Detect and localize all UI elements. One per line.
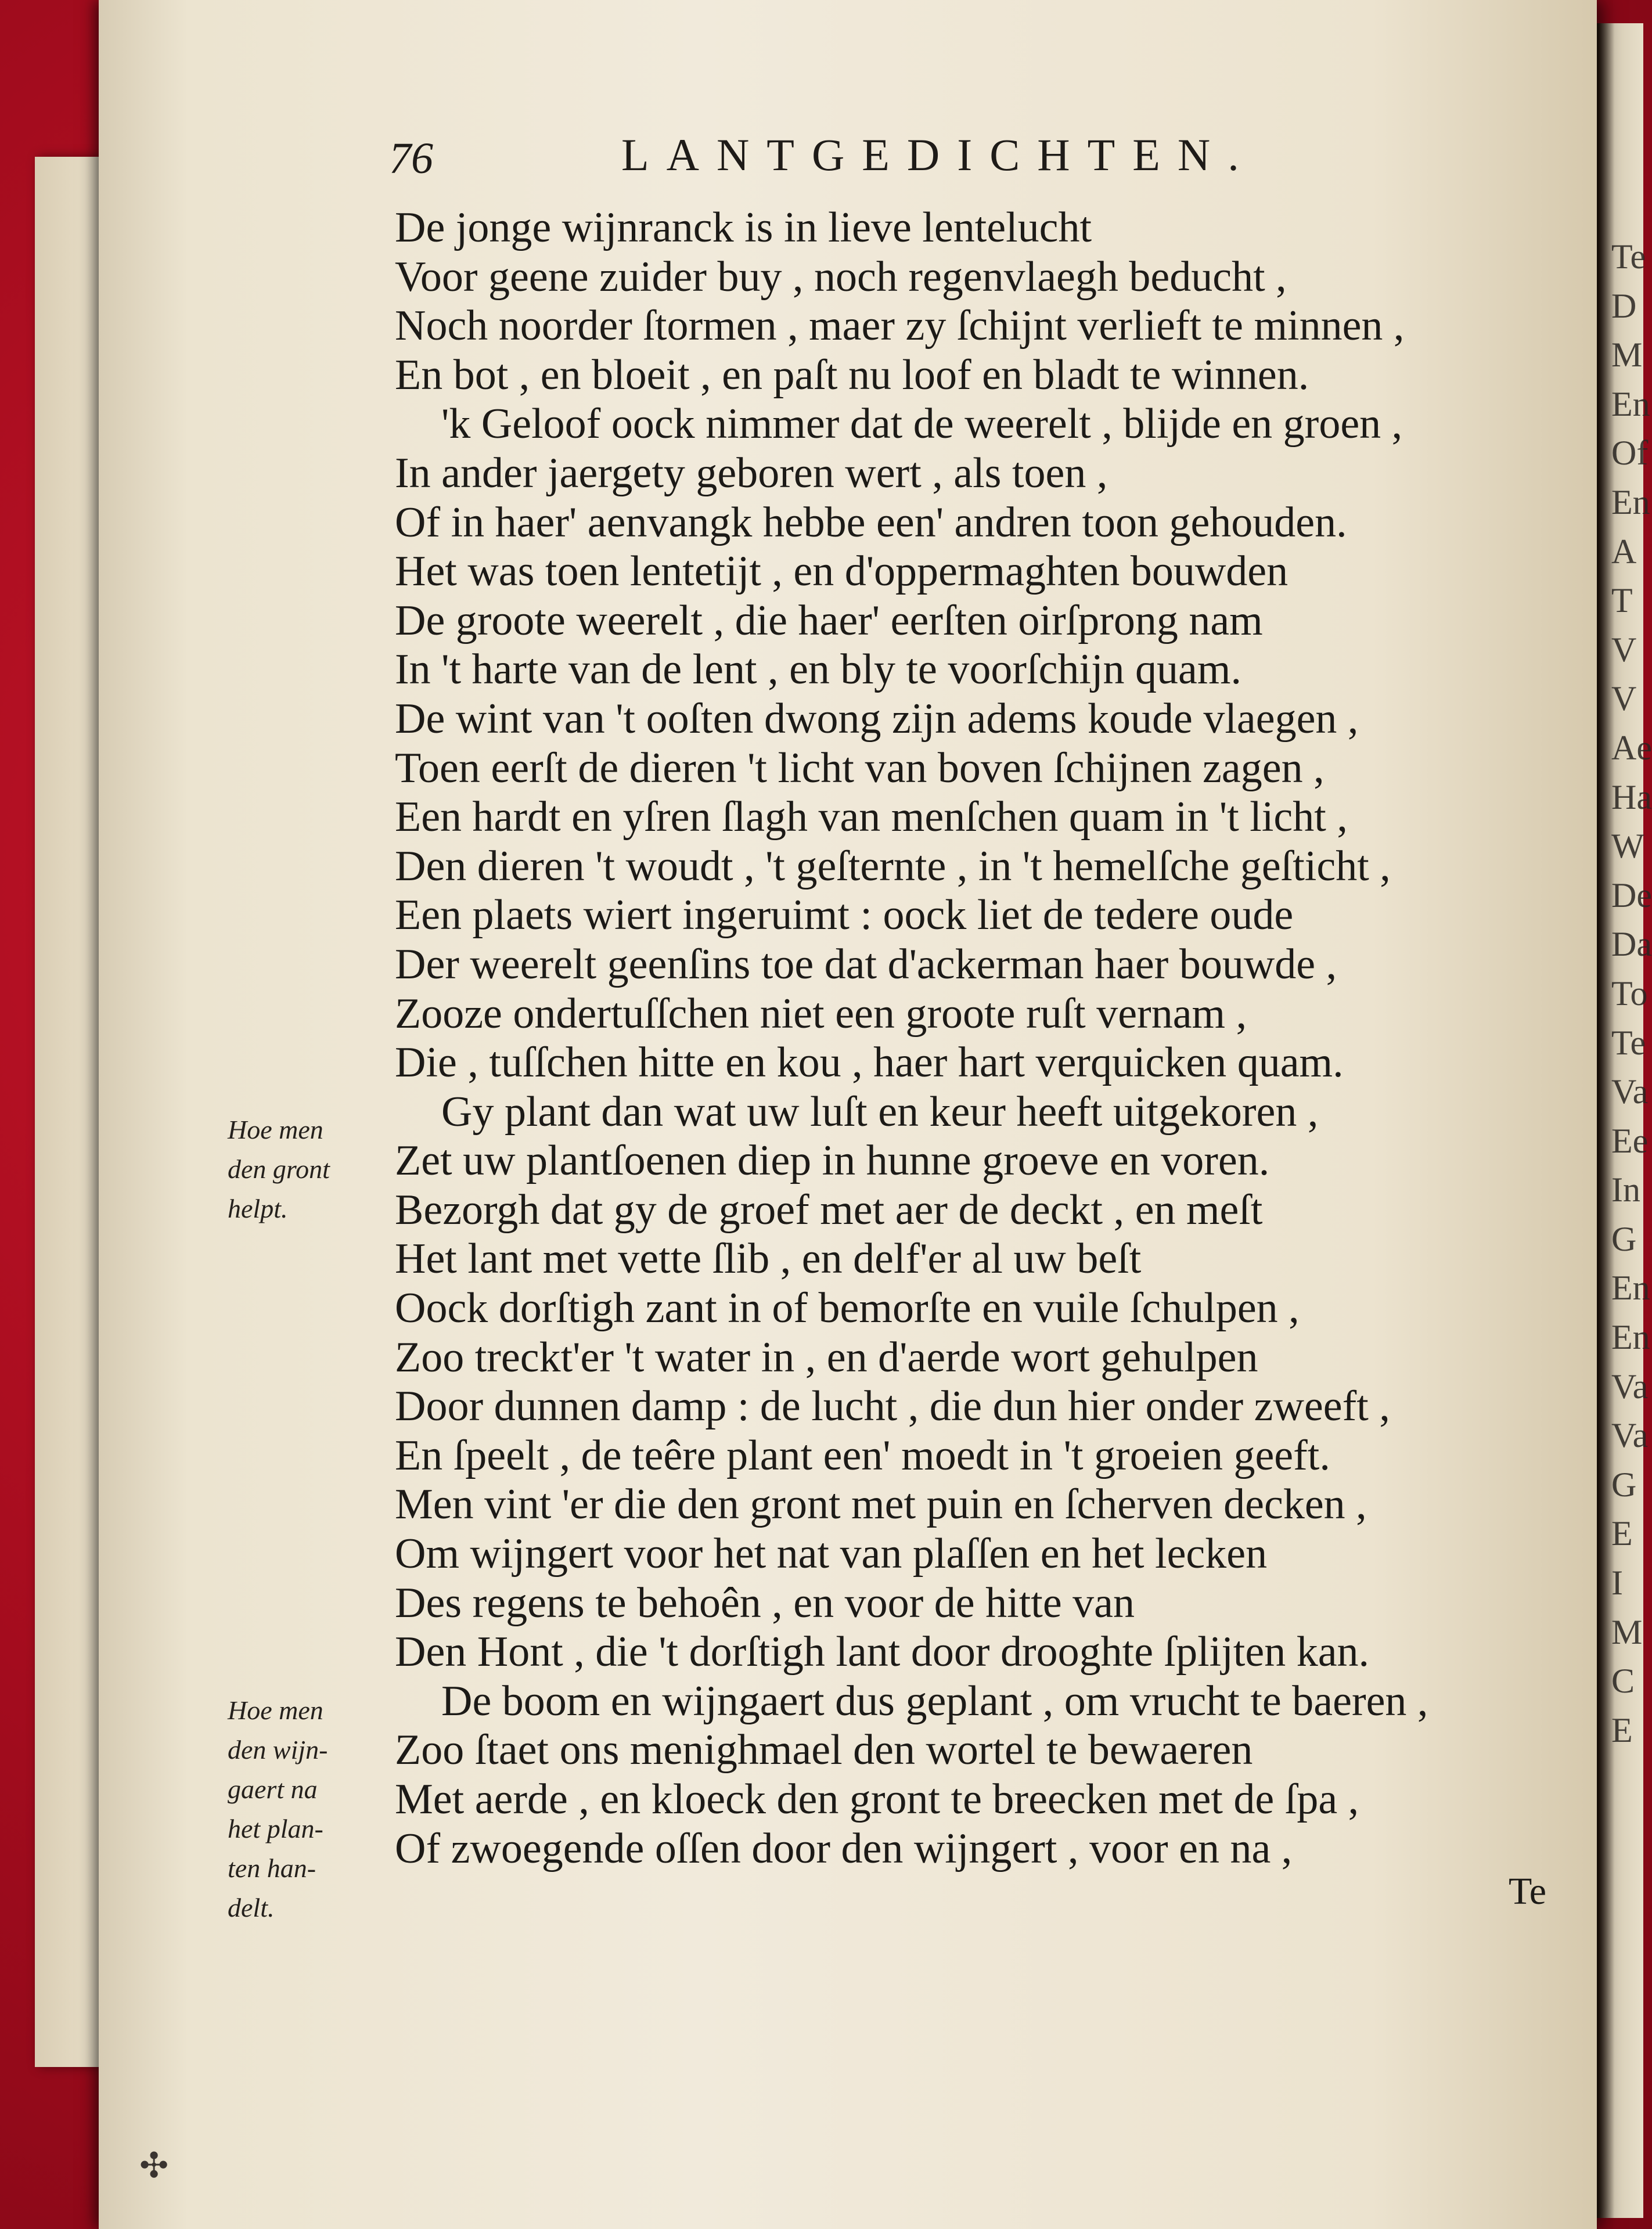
facing-page-letter: Te <box>1611 237 1646 276</box>
verse-line: In 't harte van de lent , en bly te voorſchijn quam. <box>395 646 1241 694</box>
verse-line: Der weerelt geenſins toe dat d'ackerman haer bouwde , <box>395 940 1337 988</box>
margin-note-line: den gront <box>228 1154 330 1184</box>
verse-line: Door dunnen damp : de lucht , die dun hier onder zweeft , <box>395 1382 1390 1431</box>
verse-line: Men vint 'er die den gront met puin en ſcherven decken , <box>395 1481 1367 1529</box>
margin-note-line: Hoe men <box>228 1695 323 1725</box>
verse-line: Zet uw plantſoenen diep in hunne groeve en voren. <box>395 1137 1270 1185</box>
verse-line: Voor geene zuider buy , noch regenvlaegh beducht , <box>395 253 1287 301</box>
margin-note-line: ten han- <box>228 1853 316 1883</box>
facing-page-letter: Da <box>1611 925 1652 964</box>
verse-line: De boom en wijngaert dus geplant , om vrucht te baeren , <box>441 1677 1428 1725</box>
verse-line: Toen eerſt de dieren 't licht van boven ſchijnen zagen , <box>395 744 1325 792</box>
verse-block <box>395 203 1545 1873</box>
margin-note-line: Hoe men <box>228 1115 323 1144</box>
verse-line: Des regens te behoên , en voor de hitte van <box>395 1579 1135 1627</box>
verse-line: Den dieren 't woudt , 't geſternte , in 't hemelſche geſticht , <box>395 842 1391 890</box>
facing-page-letter: En <box>1611 1318 1650 1357</box>
verse-line: In ander jaergety geboren wert , als toen , <box>395 449 1108 497</box>
facing-page-letter: Va <box>1611 1367 1649 1406</box>
verse-line: 'k Geloof oock nimmer dat de weerelt , blijde en groen , <box>441 400 1403 448</box>
verse-line: En bot , en bloeit , en paſt nu loof en bladt te winnen. <box>395 351 1309 399</box>
margin-note-line: het plan- <box>228 1814 323 1843</box>
facing-page-letter: Of <box>1611 434 1649 473</box>
facing-page-letter: D <box>1611 286 1637 325</box>
verse-line: Een hardt en yſren ſlagh van menſchen quam in 't licht , <box>395 793 1348 841</box>
verse-line: Zoo ſtaet ons menighmael den wortel te bewaeren <box>395 1726 1253 1774</box>
verse-line: Met aerde , en kloeck den gront te breecken met de ſpa , <box>395 1776 1359 1823</box>
verse-line: Zoo treckt'er 't water in , en d'aerde wort gehulpen <box>395 1333 1258 1381</box>
verse-line: Om wijngert voor het nat van plaſſen en het lecken <box>395 1530 1268 1578</box>
verse-line: Die , tuſſchen hitte en kou , haer hart verquicken quam. <box>395 1039 1344 1087</box>
verse-line: Het was toen lentetijt , en d'oppermaghten bouwden <box>395 548 1289 596</box>
facing-page-letter: En <box>1611 482 1650 521</box>
facing-page-letter: V <box>1611 679 1637 718</box>
verse-line: En ſpeelt , de teêre plant een' moedt in 't groeien geeft. <box>395 1431 1330 1479</box>
facing-page-letter: M <box>1611 336 1643 374</box>
facing-page-letter: To <box>1611 974 1648 1013</box>
facing-page-letter: Va <box>1611 1072 1649 1111</box>
printer-mark-icon: ✣ <box>139 2145 169 2186</box>
facing-page-letter: G <box>1611 1465 1637 1504</box>
verse-line: Gy plant dan wat uw luſt en keur heeft uitgekoren , <box>441 1088 1319 1136</box>
verse-line: Den Hont , die 't dorſtigh lant door drooghte ſplijten kan. <box>395 1628 1370 1676</box>
verse-line: De jonge wijnranck is in lieve lentelucht <box>395 204 1092 251</box>
facing-page-letter: Ha <box>1611 777 1652 816</box>
facing-page-letter: Ee <box>1611 1121 1649 1160</box>
facing-page-letter: E <box>1611 1711 1633 1749</box>
facing-page-letter: G <box>1611 1219 1637 1258</box>
facing-page-letter: C <box>1611 1662 1635 1701</box>
margin-note-ground <box>228 1110 367 1229</box>
verse-line: Het lant met vette ſlib , en delf'er al uw beſt <box>395 1235 1142 1283</box>
margin-note-line: delt. <box>228 1893 275 1922</box>
facing-page-letter: M <box>1611 1612 1643 1651</box>
running-title: LANTGEDICHTEN. <box>621 129 1257 180</box>
facing-page-letter: V <box>1611 630 1637 669</box>
facing-page-fragment <box>1611 232 1652 1755</box>
verse-line: De groote weerelt , die haer' eerſten oirſprong nam <box>395 596 1263 644</box>
facing-page-letter: In <box>1611 1171 1640 1209</box>
verse-line: Noch noorder ſtormen , maer zy ſchijnt verlieft te minnen , <box>395 302 1405 350</box>
facing-page-letter: E <box>1611 1514 1633 1553</box>
facing-page-letter: De <box>1611 876 1652 914</box>
margin-note-vine <box>228 1691 367 1928</box>
facing-page-letter: En <box>1611 1269 1650 1308</box>
verse-line: Of zwoegende oſſen door den wijngert , voor en na , <box>395 1824 1293 1872</box>
margin-note-line: den wijn- <box>228 1735 328 1765</box>
facing-page-letter: I <box>1611 1564 1623 1603</box>
catchword: Te <box>1509 1870 1547 1913</box>
verse-line: Een plaets wiert ingeruimt : oock liet de tedere oude <box>395 891 1294 939</box>
facing-page-letter: Ae <box>1611 728 1652 767</box>
facing-page-letter: A <box>1611 532 1637 571</box>
verse-line: De wint van 't ooſten dwong zijn adems koude vlaegen , <box>395 694 1359 743</box>
verse-line: Bezorgh dat gy de groef met aer de deckt , en meſt <box>395 1186 1263 1234</box>
facing-page-letter: Te <box>1611 1023 1646 1062</box>
verse-line: Of in haer' aenvangk hebbe een' andren toon gehouden. <box>395 498 1347 546</box>
page-header <box>389 129 1365 181</box>
verse-line: Oock dorſtigh zant in of bemorſte en vuile ſchulpen , <box>395 1284 1300 1333</box>
page-number: 76 <box>389 134 433 183</box>
facing-page-letter: Va <box>1611 1416 1649 1455</box>
facing-page-letter: W <box>1611 827 1644 866</box>
facing-page-letter: T <box>1611 581 1633 620</box>
facing-page-letter: En <box>1611 384 1650 423</box>
margin-note-line: gaert na <box>228 1774 318 1804</box>
verse-line: Zooze ondertuſſchen niet een groote ruſt vernam , <box>395 989 1247 1038</box>
margin-note-line: helpt. <box>228 1194 288 1223</box>
